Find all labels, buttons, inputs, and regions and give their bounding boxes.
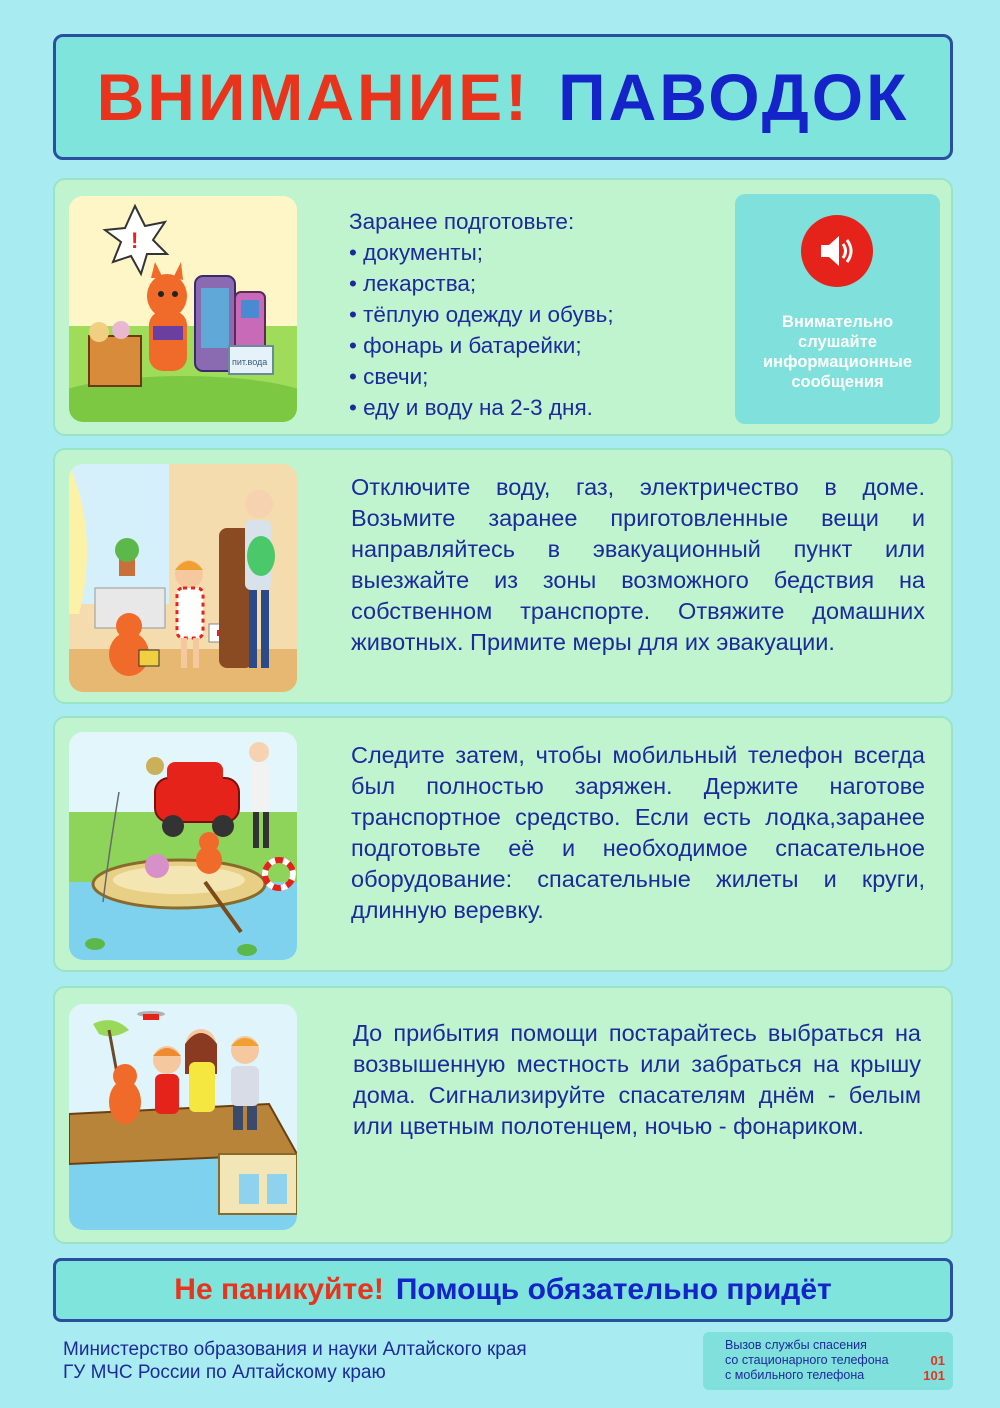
list-item: • фонарь и батарейки; [349,333,582,358]
list-item: • тёплую одежду и обувь; [349,302,614,327]
listen-notice [735,194,940,424]
help-will-come-text: Помощь обязательно придёт [395,1273,832,1306]
notice-text: Внимательно слушайте информационные сообщения [763,313,912,391]
landline-label: со стационарного телефона [725,1353,889,1367]
illustration-boat-and-car [69,732,297,960]
title-flood: ПАВОДОК [558,60,910,134]
list-item: • свечи; [349,364,429,389]
dont-panic-banner [53,1258,953,1322]
panel-prepare [53,178,953,436]
title-banner [53,34,953,160]
roof-text: До прибытия помощи постарайтесь выбраться на возвышенную местность или забраться на крышу дома. Сигнализируйте спасателям днём - белым или цветным полотенцем, ночью - фонариком. [353,1020,921,1139]
title-attention: ВНИМАНИЕ! [96,60,531,134]
panel-evacuate [53,448,953,704]
illustration-cat-with-luggage [69,196,297,422]
dont-panic-text: Не паникуйте! [174,1273,384,1306]
list-item: • документы; [349,240,484,265]
panel-roof [53,986,953,1244]
phone-boat-text: Следите затем, чтобы мобильный телефон всегда был полностью заряжен. Держите наготове транспортное средство. Если есть лодка,заранее подготовьте её и необходимое спасательное оборудование: спасательные жилеты и круги, длинную веревку. [351,742,925,923]
emergency-numbers [703,1332,953,1390]
ministry-name: Министерство образования и науки Алтайского края [63,1339,527,1360]
prepare-list [349,206,729,423]
list-item: • еду и воду на 2-3 дня. [349,395,593,420]
panel-phone-boat [53,716,953,972]
speaker-icon [801,215,873,287]
svg-text:!: ! [131,228,139,253]
evacuate-text: Отключите воду, газ, электричество в доме. Возьмите заранее приготовленные вещи и направляйтесь в эвакуационный пункт или выезжайте из зоны возможного бедствия на собственном транспорте. Отвяжите домашних животных. Примите меры для их эвакуации. [351,474,925,655]
prepare-heading: Заранее подготовьте: [349,209,575,234]
mobile-label: с мобильного телефона [725,1368,865,1382]
emercom-name: ГУ МЧС России по Алтайскому краю [63,1362,386,1383]
footer-organizations [63,1338,683,1384]
emergency-title: Вызов службы спасения [725,1338,867,1352]
illustration-family-on-roof [69,1004,297,1230]
list-item: • лекарства; [349,271,477,296]
bottle-label: пит.вода [232,357,268,367]
illustration-family-leaving-home [69,464,297,692]
landline-number: 01 [930,1353,945,1368]
mobile-number: 101 [923,1368,945,1383]
